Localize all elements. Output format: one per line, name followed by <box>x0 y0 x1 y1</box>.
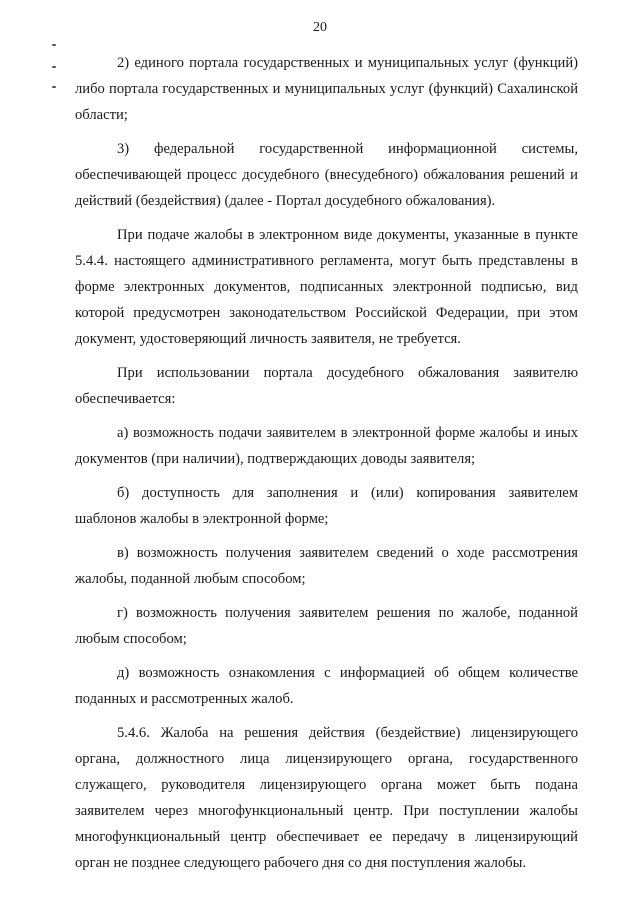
paragraph-item-3: 3) федеральной государственной информационной системы, обеспечивающей процесс досудебного (внесудебного) обжалования решений и действий (бездействия) (далее - Портал досудебного обжалования). <box>75 141 578 209</box>
scan-mark <box>52 86 56 88</box>
list-item-g: г) возможность получения заявителем решения по жалобе, поданной любым способом; <box>75 605 578 647</box>
list-item-a: а) возможность подачи заявителем в электронной форме жалобы и иных документов (при наличии), подтверждающих доводы заявителя; <box>75 425 578 467</box>
list-item-d: д) возможность ознакомления с информацией об общем количестве поданных и рассмотренных жалоб. <box>75 665 578 707</box>
document-body <box>75 50 578 876</box>
paragraph-item-2: 2) единого портала государственных и муниципальных услуг (функций) либо портала государственных и муниципальных услуг (функций) Сахалинской области; <box>75 55 578 123</box>
scan-mark <box>52 44 56 46</box>
paragraph-electronic-submission: При подаче жалобы в электронном виде документы, указанные в пункте 5.4.4. настоящего административного регламента, могут быть представлены в форме электронных документов, подписанных электронной подписью, вид которой предусмотрен законодательством Российской Федерации, при этом документ, удостоверяющий личность заявителя, не требуется. <box>75 227 578 347</box>
paragraph-5-4-6: 5.4.6. Жалоба на решения действия (бездействие) лицензирующего органа, должностного лица лицензирующего органа, государственного служащего, руководителя лицензирующего органа может быть подана заявителем через многофункциональный центр. При поступлении жалобы многофункциональный центр обеспечивает ее передачу в лицензирующий орган не позднее следующего рабочего дня со дня поступления жалобы. <box>75 725 578 871</box>
page-number: 20 <box>313 20 327 35</box>
scan-mark <box>52 66 56 68</box>
list-item-b: б) доступность для заполнения и (или) копирования заявителем шаблонов жалобы в электронной форме; <box>75 485 578 527</box>
list-item-v: в) возможность получения заявителем сведений о ходе рассмотрения жалобы, поданной любым способом; <box>75 545 578 587</box>
paragraph-portal-usage: При использовании портала досудебного обжалования заявителю обеспечивается: <box>75 365 578 407</box>
